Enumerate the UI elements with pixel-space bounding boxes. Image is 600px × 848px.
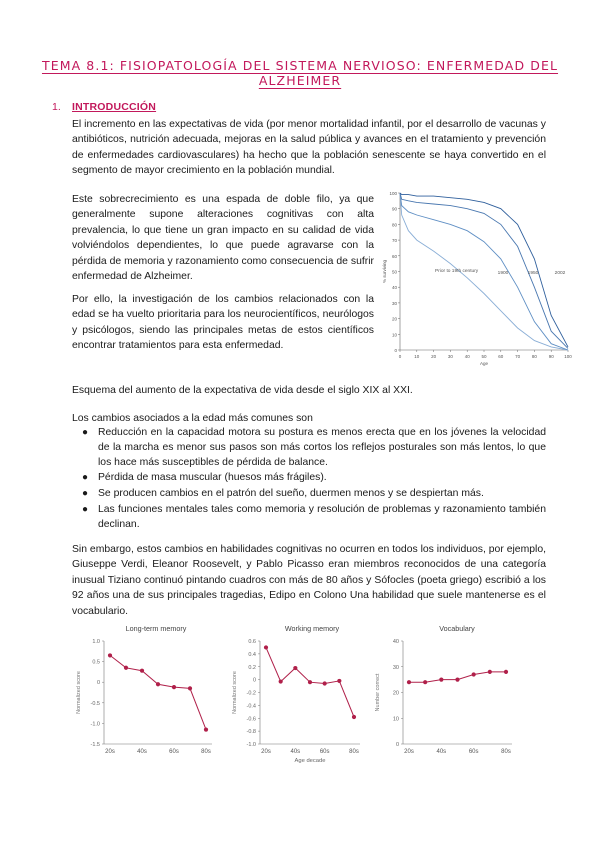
y-tick-label: 70 (391, 238, 397, 244)
panel-x-tick-label: 40s (137, 749, 147, 755)
list-item (80, 487, 546, 502)
y-tick-label: 90 (391, 206, 397, 212)
panel-x-tick-label: 80s (501, 749, 511, 755)
changes-list (80, 426, 546, 534)
paragraph-exceptions: Sin embargo, estos cambios en habilidades cognitivas no ocurren en todos los individuos, por ejemplo, Giuseppe Verdi, Eleanor Roosevelt, y Pablo Picasso eran miembros reconocidos de una categoría inusual Tiziano continuó pintando cuadros con más de 80 años y Sófocles (poeta griego) escribió a los 92 años una de sus principales tragedias, Edipo en Colono Una habilidad que suele mantenerse es el vocabulario. (72, 544, 546, 617)
panel-y-tick-label: 20 (392, 690, 399, 697)
x-tick-label: 60 (498, 354, 504, 359)
panel-y-tick-label: -0.4 (246, 703, 256, 710)
bullet-icon: ● (82, 503, 89, 515)
panel-y-tick-label: -0.2 (246, 690, 256, 697)
data-point (204, 727, 208, 731)
series-line-3 (400, 193, 568, 348)
list-item-text: Se producen cambios en el patrón del sueño, duermen menos y se despiertan más. (98, 488, 484, 500)
y-tick-label: 80 (391, 222, 397, 228)
data-point (108, 653, 112, 657)
panel-y-tick-label: -0.5 (90, 700, 100, 707)
panel-y-tick-label: 0 (395, 742, 399, 748)
data-point (124, 666, 128, 670)
data-point (337, 679, 341, 683)
list-item (80, 503, 546, 533)
list-item-text: Reducción en la capacidad motora su postura es menos erecta que en los jóvenes la velocidad de la marcha es menor sus pasos son más cortos los reflejos posturales son más lentos, lo que los hace más susceptibles de pérdida de balance. (98, 427, 546, 468)
list-item (80, 426, 546, 470)
data-point (264, 645, 268, 649)
panel-y-tick-label: 0 (96, 680, 100, 687)
y-tick-label: 20 (391, 316, 397, 322)
panel-y-tick-label: -1.0 (246, 742, 256, 748)
figure-caption: Esquema del aumento de la expectativa de vida desde el siglo XIX al XXI. (72, 385, 413, 396)
panel-y-tick-label: 0.2 (248, 664, 256, 671)
bullet-icon: ● (82, 427, 89, 438)
x-tick-label: 30 (447, 354, 453, 359)
x-tick-label: 90 (548, 354, 554, 359)
data-point (407, 680, 411, 684)
y-axis-label: % surviving (382, 259, 387, 284)
panel-y-tick-label: -0.8 (246, 729, 256, 736)
panel-x-tick-label: 80s (201, 749, 211, 755)
panel-title: Long-term memory (125, 624, 187, 633)
panel-y-axis-label: Normalized score (76, 671, 82, 714)
panel-y-axis-label: Normalized score (232, 671, 238, 714)
data-point (488, 670, 492, 674)
panel-y-tick-label: 0.5 (92, 659, 100, 666)
panel-title: Working memory (284, 624, 340, 633)
panel-y-tick-label: -1.5 (90, 742, 100, 748)
panel-x-tick-label: 40s (290, 749, 301, 755)
series-line-2 (400, 193, 568, 350)
panel-y-axis-label: Number correct (375, 673, 381, 712)
panel-title: Vocabulary (439, 624, 475, 633)
data-point (156, 682, 160, 686)
data-point (439, 678, 443, 682)
data-point (504, 670, 508, 674)
paragraph-research: Por ello, la investigación de los cambios relacionados con la edad se ha vuelto prioritaria para los neurocientíficos, neurólogos y psicólogos, siendo las principales metas de estos científicos encontrar tratamientos para esta enfermedad. (72, 294, 374, 352)
paragraph-changes-intro: Los cambios asociados a la edad más comunes son (72, 413, 313, 424)
x-tick-label: 50 (481, 354, 487, 359)
data-point (293, 666, 297, 670)
document-title: TEMA 8.1: FISIOPATOLOGÍA DEL SISTEMA NERVIOSO: ENFERMEDAD DEL ALZHEIMER (41, 58, 559, 88)
y-tick-label: 50 (391, 269, 397, 275)
x-tick-label: 20 (431, 354, 437, 359)
data-point (140, 669, 144, 673)
data-point (323, 681, 327, 685)
y-tick-label: 10 (391, 332, 397, 338)
panel-y-tick-label: 30 (392, 664, 399, 671)
y-tick-label: 30 (391, 300, 397, 306)
list-item-text: Pérdida de masa muscular (huesos más frágiles). (98, 472, 327, 484)
panel-y-tick-label: -1.0 (90, 721, 100, 728)
section-number: 1. (52, 101, 61, 113)
y-tick-label: 100 (389, 191, 397, 196)
panel-x-tick-label: 20s (105, 749, 115, 755)
x-tick-label: 10 (414, 354, 420, 359)
x-tick-label: 40 (464, 354, 470, 359)
series-line-4 (400, 193, 568, 347)
paragraph-double-edge: Este sobrecrecimiento es una espada de doble filo, ya que generalmente supone alteraciones cognitivas con alta prevalencia, lo que tiene un gran impacto en su calidad de vida volviéndolos dependientes, lo que puede agravarse con la pérdida de memoria y razonamiento como consecuencia de sufrir enfermedad de Alzheimer. (72, 194, 374, 283)
series-label-1: Prior to 19th century (435, 269, 479, 274)
y-tick-label: 0 (394, 348, 397, 353)
panel-x-tick-label: 60s (468, 749, 479, 755)
data-point (308, 680, 312, 684)
panel-x-tick-label: 40s (436, 749, 447, 755)
y-tick-label: 60 (391, 253, 397, 259)
data-point (172, 685, 176, 689)
x-tick-label: 80 (531, 354, 537, 359)
data-point (352, 715, 356, 719)
data-point (423, 680, 427, 684)
panel-y-tick-label: 40 (392, 639, 399, 645)
x-axis-label: Age (479, 361, 489, 366)
x-tick-label: 100 (564, 354, 572, 359)
bullet-icon: ● (82, 488, 89, 500)
series-label-2: 1900 (497, 271, 509, 276)
panel-y-tick-label: -0.6 (246, 716, 256, 723)
x-tick-label: 70 (515, 354, 521, 359)
panel-x-axis-label: Age decade (294, 758, 326, 764)
panel-x-tick-label: 20s (404, 749, 414, 755)
data-point (279, 679, 283, 683)
data-point (188, 686, 192, 690)
paragraph-intro: El incremento en las expectativas de vida (por menor mortalidad infantil, por el desarrollo de vacunas y antibióticos, nutrición adecuada, mejoras en la salud pública y avances en el tratamiento y prevención de enfermedades cardiovasculares) ha hecho que la población senescente se haya convertido en el segmento de mayor crecimiento en la población mundial. (72, 119, 546, 177)
series-label-4: 2002 (554, 271, 566, 276)
data-point (455, 678, 459, 682)
section-heading: INTRODUCCIÓN (72, 101, 157, 113)
data-point (472, 672, 476, 676)
series-label-3: 1950 (527, 271, 539, 276)
panel-x-tick-label: 80s (349, 749, 359, 755)
x-tick-label: 0 (398, 354, 402, 359)
panel-y-tick-label: 0.6 (248, 639, 256, 645)
list-item-text: Las funciones mentales tales como memoria y resolución de problemas y razonamiento también declinan. (98, 503, 546, 530)
panel-x-tick-label: 20s (261, 749, 271, 755)
bullet-icon: ● (82, 472, 89, 484)
panel-x-tick-label: 60s (169, 749, 179, 755)
y-tick-label: 40 (391, 285, 397, 291)
cognitive-charts (72, 620, 542, 768)
panel-x-tick-label: 60s (319, 749, 330, 755)
panel-y-tick-label: 1.0 (92, 639, 100, 645)
list-item (80, 471, 546, 486)
panel-y-tick-label: 0.4 (248, 651, 256, 658)
survival-chart (378, 188, 576, 368)
panel-y-tick-label: 0 (252, 677, 256, 684)
series-line-1 (400, 193, 568, 350)
panel-y-tick-label: 10 (392, 716, 399, 723)
